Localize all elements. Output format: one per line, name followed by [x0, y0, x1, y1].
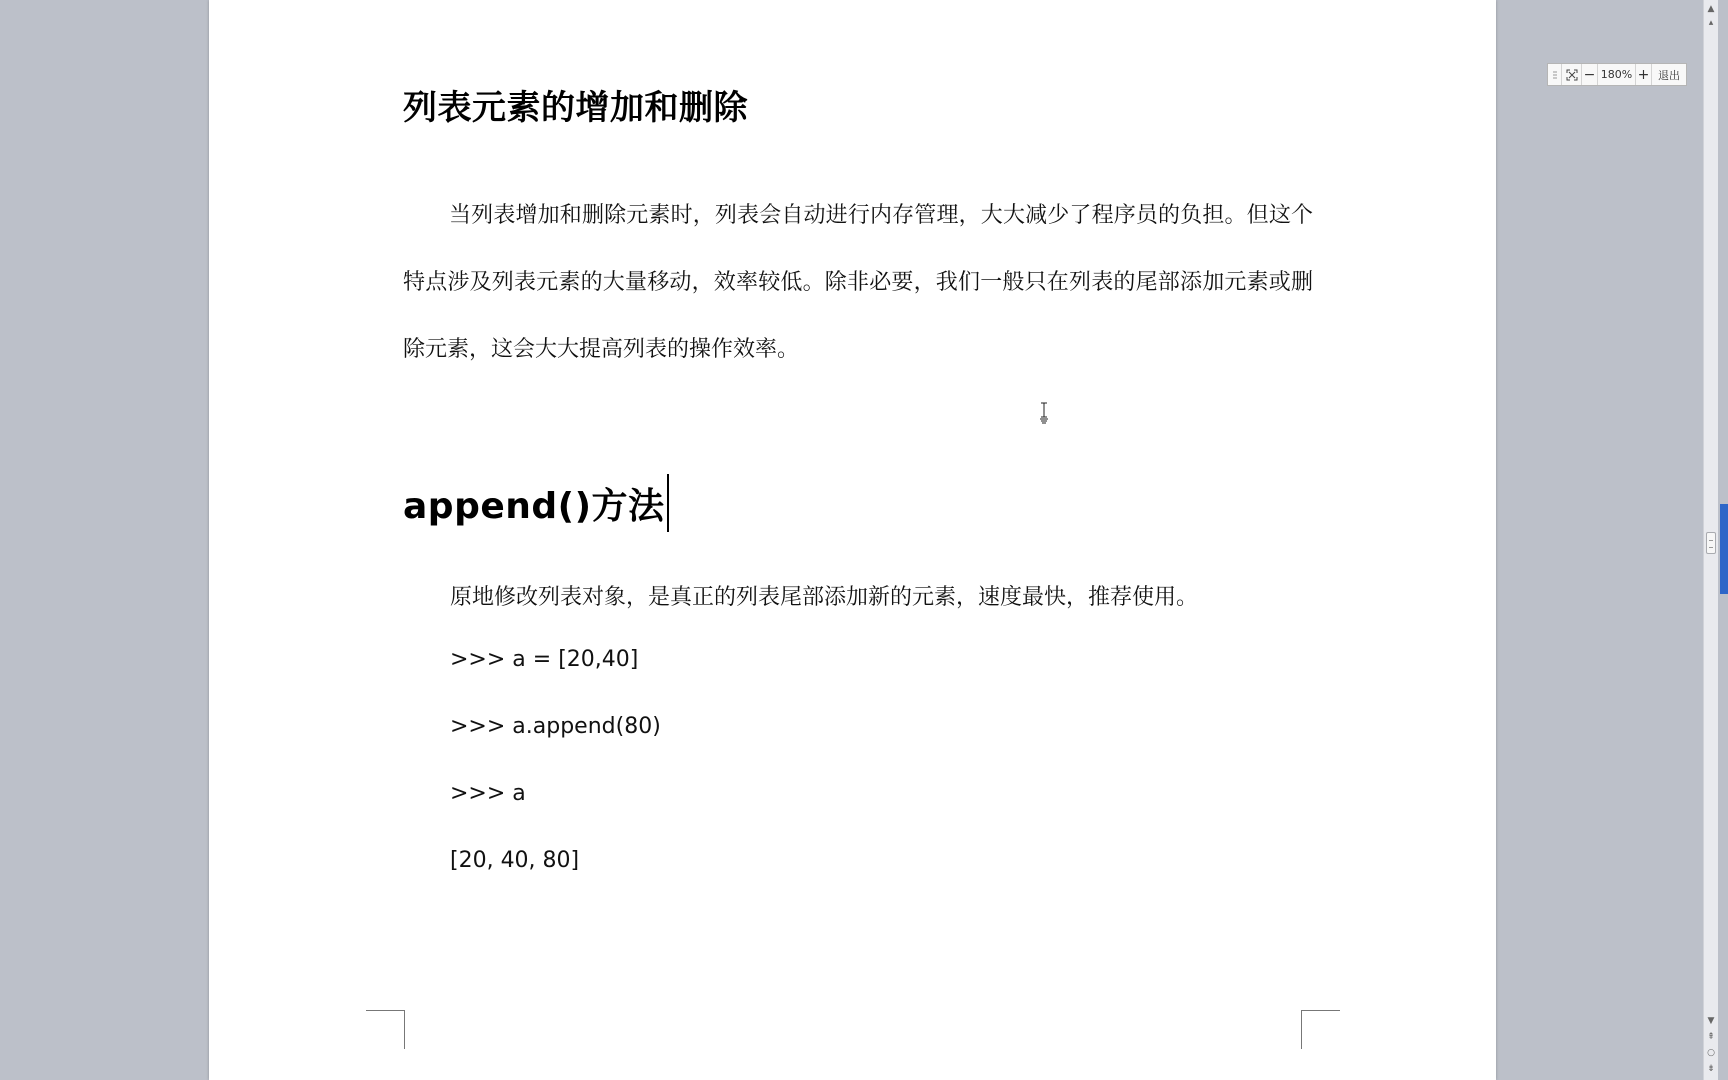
- code-line-1: >>> a = [20,40]: [450, 647, 639, 672]
- code-line-4: [20, 40, 80]: [450, 848, 580, 873]
- vertical-scrollbar[interactable]: [1703, 0, 1718, 1080]
- next-page-icon[interactable]: ⇟: [1707, 1064, 1715, 1074]
- text-cursor-icon: [1039, 402, 1049, 426]
- arrow-down-icon[interactable]: ▼: [1707, 1016, 1715, 1026]
- select-browse-object-icon[interactable]: ○: [1707, 1048, 1715, 1058]
- zoom-in-button[interactable]: +: [1636, 64, 1652, 85]
- code-line-2: >>> a.append(80): [450, 714, 661, 739]
- side-panel-tab[interactable]: [1720, 504, 1728, 594]
- exit-button[interactable]: 退出: [1658, 68, 1680, 82]
- paragraph-intro: 当列表增加和删除元素时，列表会自动进行内存管理，大大减少了程序员的负担。但这个特点涉及列表元素的大量移动，效率较低。除非必要，我们一般只在列表的尾部添加元素或删除元素，这会大大提高列表的操作效率。: [403, 203, 1313, 362]
- margin-corner-right: [1301, 1010, 1340, 1049]
- grip-icon[interactable]: [1548, 64, 1562, 85]
- zoom-out-button[interactable]: −: [1582, 64, 1598, 85]
- heading-append-text: append()方法: [403, 486, 665, 527]
- margin-corner-left: [366, 1010, 405, 1049]
- paragraph-append-desc: 原地修改列表对象，是真正的列表尾部添加新的元素，速度最快，推荐使用。: [450, 585, 1199, 610]
- prev-page-icon[interactable]: ⇞: [1707, 1032, 1715, 1042]
- zoom-level: 180%: [1598, 64, 1636, 85]
- zoom-toolbar: [1547, 63, 1687, 86]
- heading-list-element-add-delete: 列表元素的增加和删除: [403, 88, 748, 128]
- document-page[interactable]: [209, 0, 1496, 1080]
- scroll-up-small-icon[interactable]: ▴: [1708, 18, 1714, 28]
- code-line-3: >>> a: [450, 781, 526, 806]
- text-caret: [667, 474, 669, 532]
- scrollbar-thumb[interactable]: [1706, 532, 1716, 554]
- fit-screen-icon[interactable]: [1562, 64, 1582, 85]
- arrow-up-icon[interactable]: ▲: [1707, 4, 1715, 14]
- heading-append-method: [403, 474, 669, 532]
